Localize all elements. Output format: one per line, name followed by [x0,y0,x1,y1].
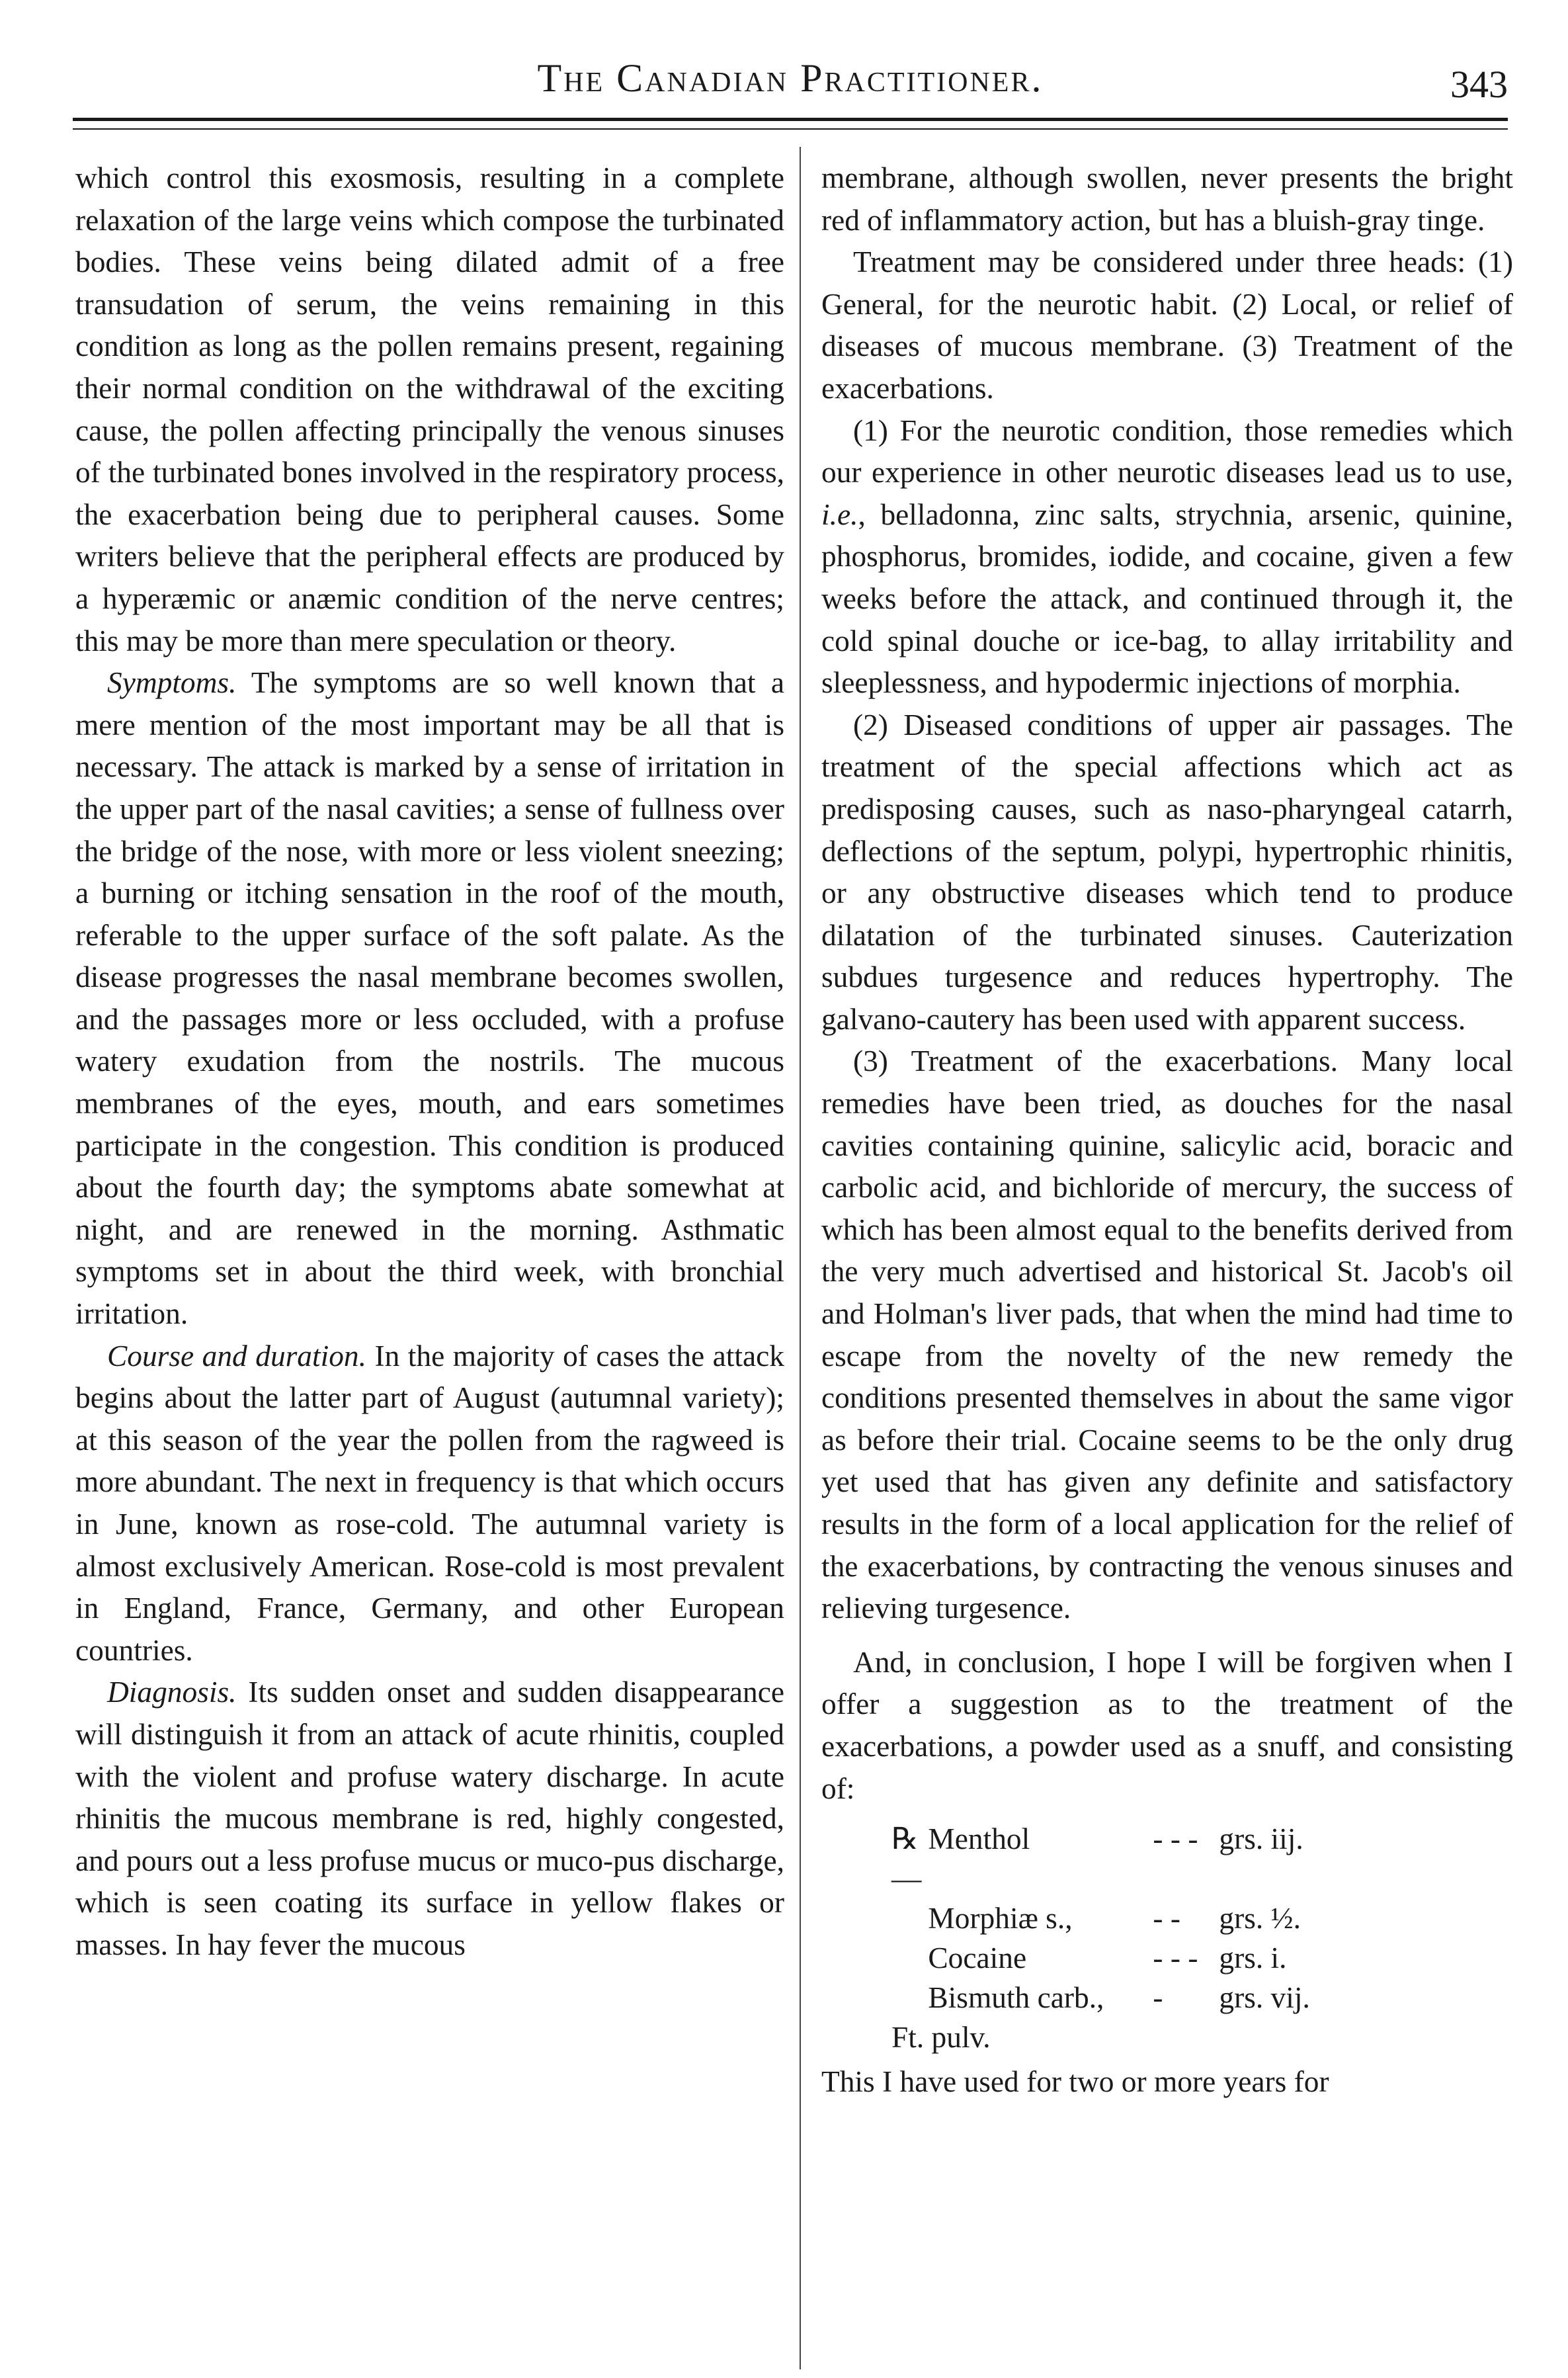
prescription-row [891,1819,1317,1898]
ingredient-dose: grs. i. [1219,1941,1287,1975]
ingredient-dose: grs. ½. [1219,1902,1301,1935]
diagnosis-text: Its sudden onset and sudden disappearance will distinguish it from an attack of acute rhinitis, coupled with the violent and profuse watery discharge. In acute rhinitis the mucous membrane is red, highly congested, and pours out a less profuse mucus or muco-pus discharge, which is seen coating its surface in yellow flakes or masses. In hay fever the mucous [75,1676,784,1961]
prescription-row [891,1978,1317,2017]
page-header [73,46,1508,119]
paragraph-air-passages: (2) Diseased conditions of upper air passages. The treatment of the special affections which act as predisposing causes, such as naso-pharyngeal catarrh, deflections of the septum, polypi, hypertrophic rhinitis, or any obstructive diseases which tend to produce dilatation of the turbinated sinuses. Cauterization subdues turgesence and reduces hypertrophy. The galvano-cautery has been used with apparent success. [821,708,1513,1036]
paragraph-neurotic [821,410,1513,704]
paragraph-closing: This I have used for two or more years for [821,2065,1329,2099]
header-rule-thin [73,128,1508,130]
ingredient-name: Morphiæ s., [928,1902,1073,1935]
course-text: In the majority of cases the attack begins about the latter part of August (autumnal variety); at this season of the year the pollen from the ragweed is more abundant. The next in frequency is that which occurs in June, known as rose-cold. The autumnal variety is almost exclusively American. Rose-cold is most prevalent in England, France, Germany, and other European countries. [75,1339,784,1667]
paragraph-diagnosis [75,1672,784,1966]
section-heading-symptoms: Symptoms. [107,666,237,700]
prescription-instruction: Ft. pulv. [891,2021,991,2055]
section-heading-diagnosis: Diagnosis. [107,1676,237,1709]
ingredient-name: Menthol [928,1822,1030,1856]
paragraph-treatment-heads: Treatment may be considered under three heads: (1) General, for the neurotic habit. (2) Local, or relief of diseases of mucous membrane. (3) Treatment of the exacerbations. [821,245,1513,405]
paragraph-conclusion: And, in conclusion, I hope I will be forgiven when I offer a suggestion as to the treatment of the exacerbations, a powder used as a snuff, and consisting of: [821,1645,1513,1805]
ingredient-leader: - - [1153,1902,1180,1935]
ingredient-leader: - - - [1153,1941,1198,1975]
header-rule-thick [73,118,1508,121]
page-number: 343 [1450,63,1508,106]
ie-abbrev: i.e. [821,497,858,531]
symptoms-text: The symptoms are so well known that a mere mention of the most important may be all that is necessary. The attack is marked by a sense of irritation in the upper part of the nasal cavities; a sense of fullness over the bridge of the nose, with more or less violent sneezing; a burning or itching sensation in the roof of the mouth, referable to the upper surface of the soft palate. As the disease progresses the nasal membrane becomes swollen, and the passages more or less occluded, with a profuse watery exudation from the nostrils. The mucous membranes of the eyes, mouth, and ears sometimes participate in the congestion. This condition is produced about the fourth day; the symptoms abate somewhat at night, and are renewed in the morning. Asthmatic symptoms set in about the third week, with bronchial irritation. [75,666,784,1331]
ingredient-leader: - - - [1153,1822,1198,1856]
right-column [821,157,1513,2103]
recipe-symbol: ℞— [891,1822,922,1896]
left-column [75,157,784,1967]
section-heading-course: Course and duration. [107,1339,366,1373]
paragraph-exacerbations: (3) Treatment of the exacerbations. Many local remedies have been tried, as douches for the nasal cavities containing quinine, salicylic acid, boracic and carbolic acid, and bichloride of mercury, the success of which has been almost equal to the benefits derived from the very much advertised and historical St. Jacob's oil and Holman's liver pads, that when the mind had time to escape from the novelty of the new remedy the conditions presented themselves in about the same vigor as before their trial. Cocaine seems to be the only drug yet used that has given any definite and satisfactory results in the form of a local application for the relief of the exacerbations, by contracting the venous sinuses and relieving turgesence. [821,1044,1513,1625]
prescription-row [891,1898,1317,1938]
running-title: The Canadian Practitioner. [537,56,1044,100]
prescription-row [891,1938,1317,1978]
ingredient-dose: grs. vij. [1219,1981,1310,2015]
paragraph-course [75,1336,784,1672]
neurotic-text-rest: , belladonna, zinc salts, strychnia, arsenic, quinine, phosphorus, bromides, iodide, and cocaine, given a few weeks before the attack, and continued through it, the cold spinal douche or ice-bag, to allay irritability and sleeplessness, and hypodermic injections of morphia. [821,497,1513,700]
prescription-table [891,1819,1317,2017]
neurotic-text: (1) For the neurotic condition, those remedies which our experience in other neurotic diseases lead us to use, [821,413,1513,489]
prescription [891,1819,1513,2057]
ingredient-dose: grs. iij. [1219,1822,1303,1856]
paragraph-symptoms [75,662,784,1336]
ingredient-leader: - [1153,1981,1163,2015]
paragraph-exosmosis: which control this exosmosis, resulting in a complete relaxation of the large veins which compose the turbinated bodies. These veins being dilated admit of a free transudation of serum, the veins remaining in this condition as long as the pollen remains present, regaining their normal condition on the withdrawal of the exciting cause, the pollen affecting principally the venous sinuses of the turbinated bones involved in the respiratory process, the exacerbation being due to peripheral causes. Some writers believe that the peripheral effects are produced by a hyperæmic or anæmic condition of the nerve centres; this may be more than mere speculation or theory. [75,161,784,658]
ingredient-name: Bismuth carb., [928,1981,1104,2015]
ingredient-name: Cocaine [928,1941,1027,1975]
column-divider [800,147,801,2369]
paragraph-membrane: membrane, although swollen, never presents the bright red of inflammatory action, but has a bluish-gray tinge. [821,161,1513,237]
